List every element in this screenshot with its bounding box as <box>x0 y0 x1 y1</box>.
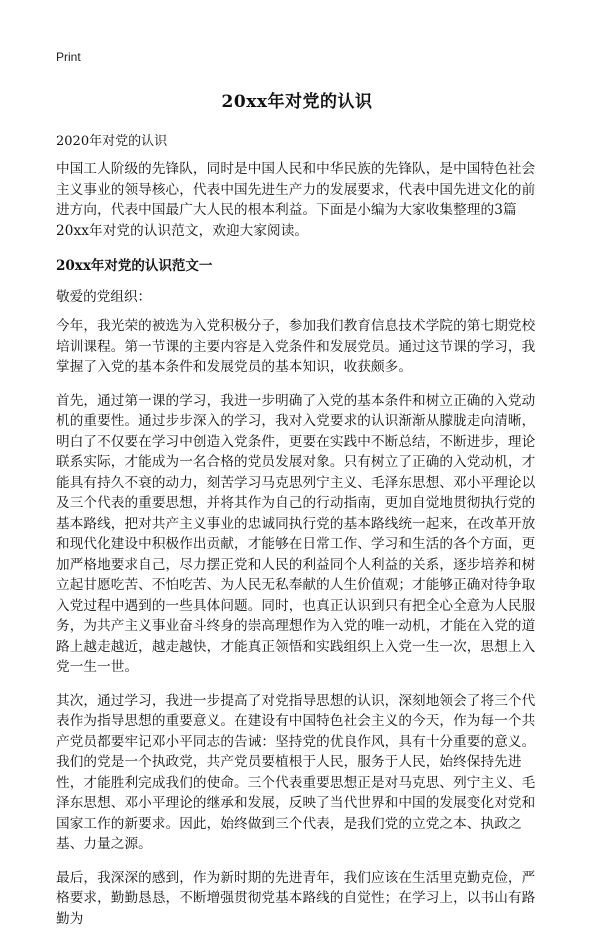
body-paragraph: 首先，通过第一课的学习，我进一步明确了入党的基本条件和树立正确的入党动机的重要性。通过步步深入的学习，我对入党要求的认识渐渐从朦胧走向清晰，明白了不仅要在学习中创造入党条件，更要在实践中不断总结，不断进步，理论联系实际，才能成为一名合格的党员发展对象。只有树立了正确的入党动机，才能具有持久不衰的动力，刻苦学习马克思列宁主义、毛泽东思想、邓小平理论以及三个代表的重要思想，并将其作为自己的行动指南，更加自觉地贯彻执行党的基本路线，把对共产主义事业的忠诚同执行党的基本路线统一起来，在改革开放和现代化建设中积极作出贡献，才能够在日常工作、学习和生活的各个方面，更加严格地要求自己，尽力摆正党和人民的利益同个人利益的关系，逐步培养和树立起甘愿吃苦、不怕吃苦、为人民无私奉献的人生价值观；才能够正确对待争取入党过程中遇到的一些具体问题。同时，也真正认识到只有把全心全意为人民服务，为共产主义事业奋斗终身的崇高理想作为入党的唯一动机，才能在入党的道路上越走越近，越走越快，才能真正领悟和实践组织上入党一生一次，思想上入党一生一世。 <box>56 391 538 678</box>
intro-paragraph: 中国工人阶级的先锋队，同时是中国人民和中华民族的先锋队，是中国特色社会主义事业的领导核心，代表中国先进生产力的发展要求，代表中国先进文化的前进方向，代表中国最广大人民的根本利益。下面是小编为大家收集整理的3篇20xx年对党的认识范文，欢迎大家阅读。 <box>56 159 538 241</box>
document-subtitle: 2020年对党的认识 <box>56 130 538 149</box>
body-paragraph: 最后，我深深的感到，作为新时期的先进青年，我们应该在生活里克勤克俭，严格要求，勤勤恳恳，不断增强贯彻党基本路线的自觉性；在学习上，以书山有路勤为 <box>56 868 538 929</box>
section-heading: 20xx年对党的认识范文一 <box>56 254 538 274</box>
body-paragraph: 今年，我光荣的被选为入党积极分子，参加我们教育信息技术学院的第七期党校培训课程。第一节课的主要内容是入党条件和发展党员。通过这节课的学习，我掌握了入党的基本条件和发展党员的基本知识，收获颇多。 <box>56 316 538 378</box>
document-title: 20xx年对党的认识 <box>56 87 538 112</box>
print-link[interactable]: Print <box>56 50 81 64</box>
body-paragraph: 其次，通过学习，我进一步提高了对党指导思想的认识，深刻地领会了将三个代表作为指导思想的重要意义。在建设有中国特色社会主义的今天，作为每一个共产党员都要牢记邓小平同志的告诫：坚持党的优良作风，具有十分重要的意义。我们的党是一个执政党，共产党员要植根于人民，服务于人民，始终保持先进性，才能胜利完成我们的使命。三个代表重要思想正是对马克思、列宁主义、毛泽东思想、邓小平理论的继承和发展，反映了当代世界和中国的发展变化对党和国家工作的新要求。因此，始终做到三个代表，是我们党的立党之本、执政之基、力量之源。 <box>56 691 538 855</box>
salutation: 敬爱的党组织： <box>56 285 538 305</box>
